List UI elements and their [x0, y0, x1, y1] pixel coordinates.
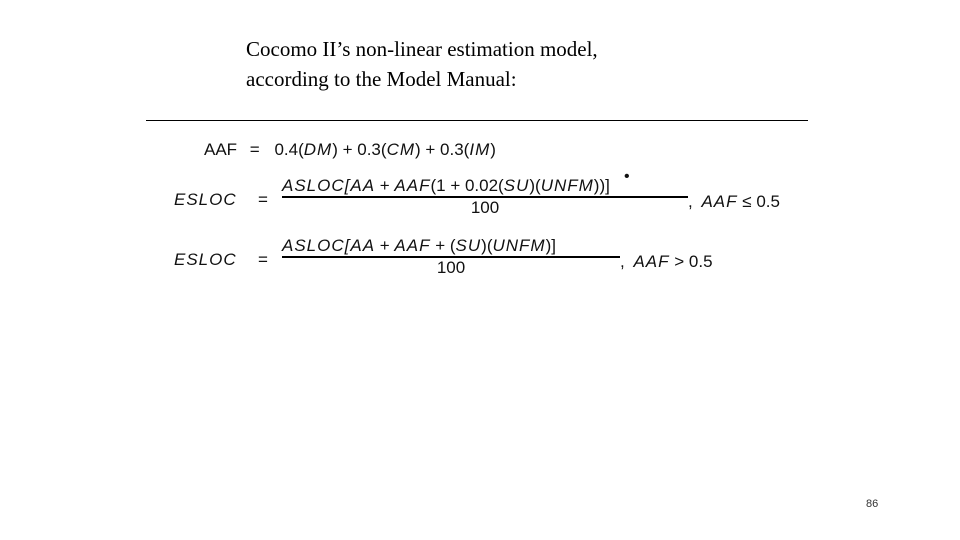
aaf-dm: DM: [303, 140, 333, 159]
esloc-low-condition: [688, 192, 780, 212]
esloc-high-equals: =: [258, 250, 268, 269]
title-line-2: according to the Model Manual:: [246, 67, 517, 91]
esloc-high-num-e: + (: [430, 236, 456, 255]
esloc-high-num-f: SU: [455, 236, 482, 255]
esloc-high-equation: [174, 236, 814, 286]
esloc-low-num-a: ASLOC[: [282, 176, 351, 195]
esloc-low-denominator: 100: [470, 197, 500, 217]
aaf-rhs-b: ) + 0.3(: [332, 140, 387, 159]
esloc-high-num-h: UNFM: [492, 236, 546, 255]
esloc-low-num-f: SU: [503, 176, 530, 195]
esloc-high-num-d: AAF: [394, 236, 431, 255]
esloc-low-num-i: ))]: [593, 176, 610, 195]
esloc-high-num-g: )(: [481, 236, 493, 255]
esloc-high-cond-value: > 0.5: [674, 252, 713, 271]
esloc-low-num-g: )(: [529, 176, 541, 195]
esloc-high-num-c: +: [375, 236, 395, 255]
esloc-high-num-b: AA: [350, 236, 376, 255]
aaf-im: IM: [469, 140, 491, 159]
title-line-1: Cocomo II’s non-linear estimation model,: [246, 37, 598, 61]
esloc-low-cond-aaf: AAF: [701, 192, 738, 211]
esloc-low-num-d: AAF: [394, 176, 431, 195]
esloc-low-equals: =: [258, 190, 268, 209]
esloc-high-numerator: [282, 236, 620, 256]
aaf-equation: [204, 140, 496, 160]
esloc-low-cond-value: ≤ 0.5: [742, 192, 780, 211]
slide-title: [246, 34, 598, 94]
esloc-high-cond-comma: ,: [620, 252, 625, 271]
esloc-low-num-e: (1 + 0.02(: [430, 176, 504, 195]
esloc-low-fraction: [282, 176, 688, 218]
esloc-low-equation: [174, 168, 814, 226]
dot-accent: •: [624, 168, 630, 185]
horizontal-rule: [146, 120, 808, 121]
aaf-equals: =: [249, 140, 260, 159]
aaf-rhs-c: ) + 0.3(: [415, 140, 470, 159]
esloc-low-cond-comma: ,: [688, 192, 693, 211]
esloc-high-fraction: [282, 236, 620, 278]
page-number: 86: [866, 498, 879, 510]
aaf-lhs: AAF: [204, 140, 238, 159]
esloc-high-denominator: 100: [436, 257, 466, 277]
aaf-rhs-d: ): [490, 140, 496, 159]
esloc-high-condition: [620, 252, 713, 272]
esloc-high-cond-aaf: AAF: [633, 252, 670, 271]
esloc-low-num-b: AA: [350, 176, 376, 195]
aaf-cm: CM: [386, 140, 416, 159]
esloc-low-numerator: [282, 176, 688, 196]
esloc-high-num-i: )]: [545, 236, 556, 255]
esloc-high-num-a: ASLOC[: [282, 236, 351, 255]
esloc-low-num-h: UNFM: [540, 176, 594, 195]
aaf-rhs-a: 0.4(: [274, 140, 304, 159]
esloc-low-num-c: +: [375, 176, 395, 195]
esloc-low-lhs: ESLOC: [174, 190, 237, 209]
esloc-high-lhs: ESLOC: [174, 250, 237, 269]
